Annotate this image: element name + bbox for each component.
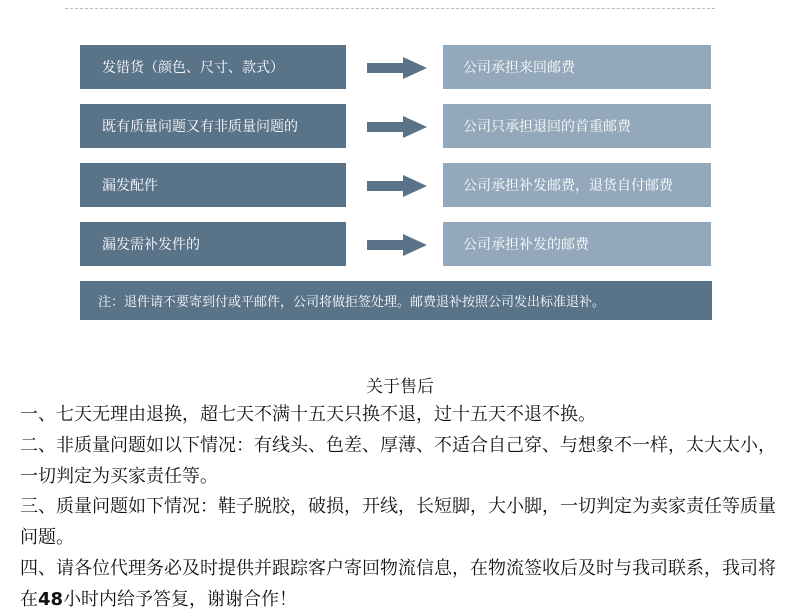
policy-case-4: 漏发需补发件的 — [80, 222, 346, 266]
policy-result-4: 公司承担补发的邮费 — [443, 222, 711, 266]
policy-case-2: 既有质量问题又有非质量问题的 — [80, 104, 346, 148]
policy-item-4 — [20, 554, 785, 616]
policy-case-3: 漏发配件 — [80, 163, 346, 207]
policy-item-4-end: 小时内给予答复，谢谢合作！ — [63, 588, 298, 610]
right-arrow-icon — [367, 234, 427, 256]
policy-item-4-start: 四、请各位代理务必及时提供并跟踪客户寄回物流信息，在物流签收后及时与我司联系，我司将在 — [20, 557, 776, 610]
policy-case-1: 发错货（颜色、尺寸、款式） — [80, 45, 346, 89]
right-arrow-icon — [367, 116, 427, 138]
policy-result-1: 公司承担来回邮费 — [443, 45, 711, 89]
policy-item-3: 三、质量问题如下情况：鞋子脱胶，破损，开线，长短脚，大小脚，一切判定为卖家责任等质量问题。 — [20, 496, 776, 549]
policy-item-1: 一、七天无理由退换，超七天不满十五天只换不退，过十五天不退不换。 — [20, 404, 596, 425]
policy-result-3: 公司承担补发邮费，退货自付邮费 — [443, 163, 711, 207]
after-sales-title: 关于售后 — [366, 377, 434, 397]
right-arrow-icon — [367, 57, 427, 79]
dashed-divider — [65, 8, 715, 9]
reply-hours: 48 — [38, 588, 64, 610]
after-sales-policy-text — [20, 400, 785, 616]
policy-item-2: 二、非质量问题如以下情况：有线头、色差、厚薄、不适合自己穿、与想象不一样，太大太小，一切判定为买家责任等。 — [20, 434, 776, 487]
policy-result-2: 公司只承担退回的首重邮费 — [443, 104, 711, 148]
right-arrow-icon — [367, 175, 427, 197]
return-shipping-note: 注：退件请不要寄到付或平邮件，公司将做拒签处理。邮费退补按照公司发出标准退补。 — [80, 281, 712, 320]
